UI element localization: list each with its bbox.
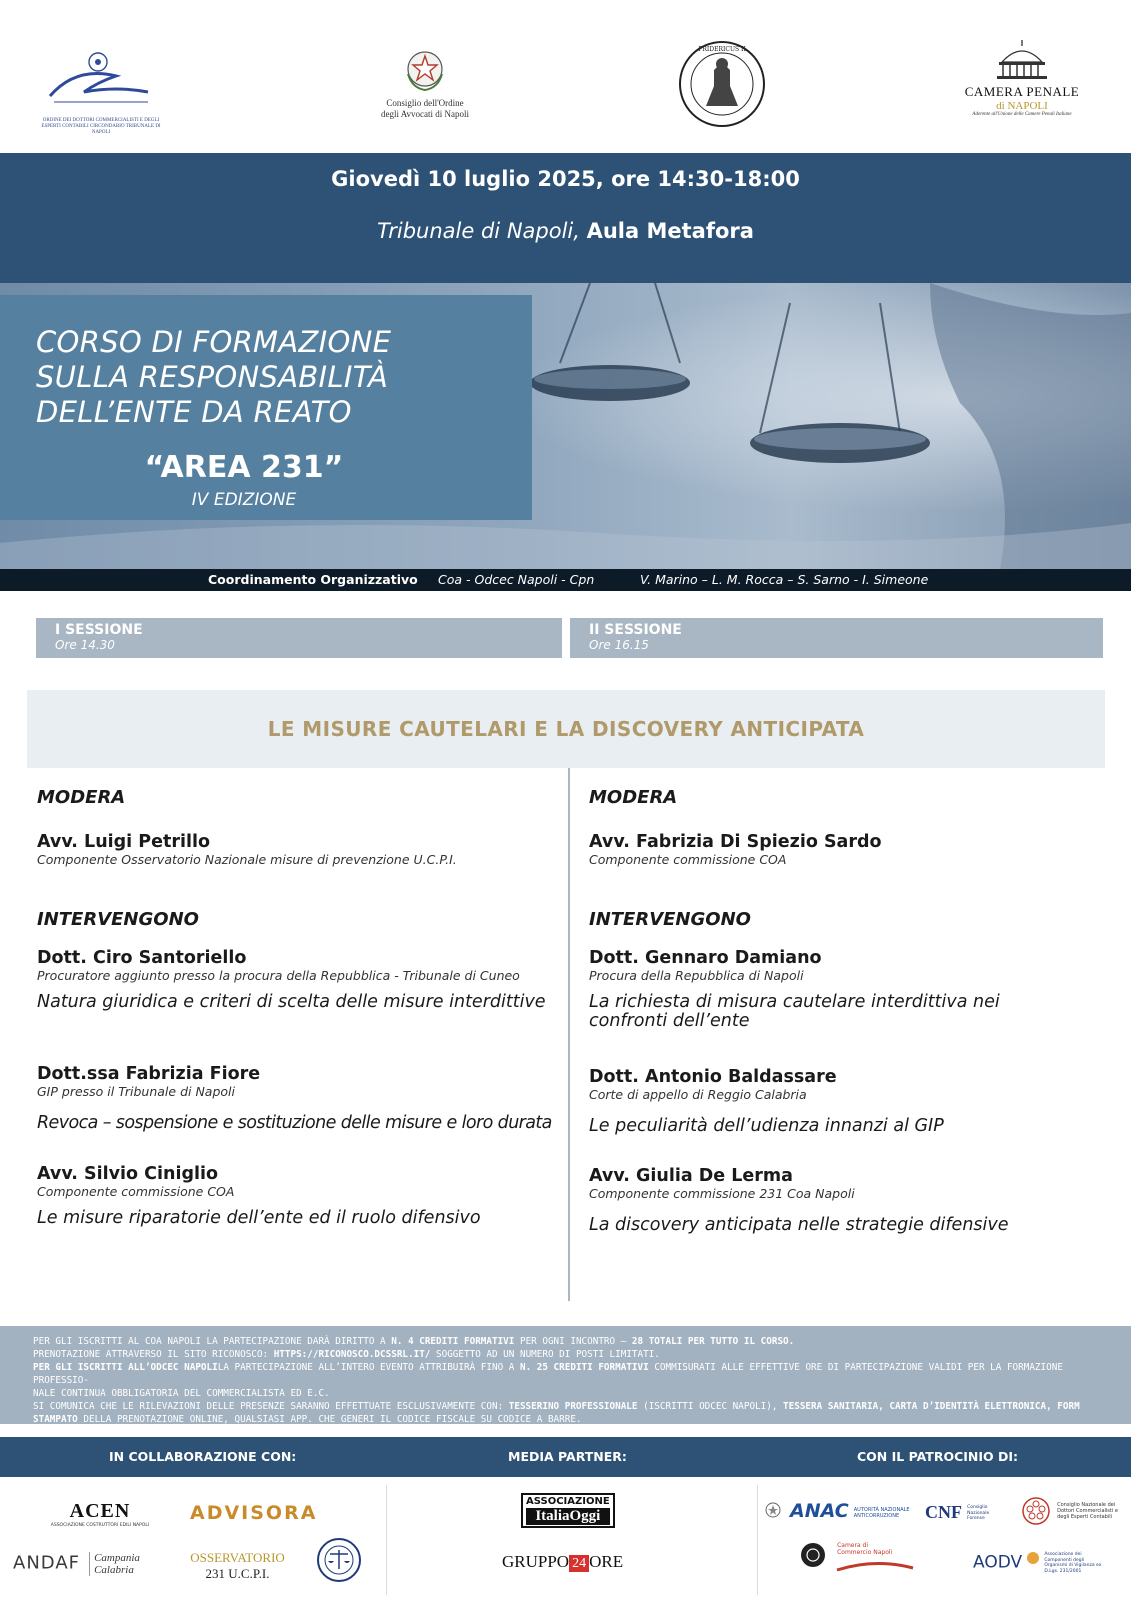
right-speaker-3-affiliation: Componente commissione 231 Coa Napoli	[589, 1186, 855, 1201]
building-dome-icon	[987, 38, 1057, 80]
right-speaker-3-name: Avv. Giulia De Lerma	[589, 1166, 793, 1186]
left-speaker-3-affiliation: Componente commissione COA	[37, 1184, 235, 1199]
left-speaker-3-topic: Le misure riparatorie dell’ente ed il ruolo difensivo	[37, 1208, 481, 1228]
camera-commercio-swoosh-icon	[835, 1560, 915, 1574]
camera-penale-city: di NAPOLI	[996, 100, 1048, 112]
seal-scales-icon	[316, 1537, 362, 1583]
left-speaker-3	[37, 1164, 557, 1228]
session-1-title: I SESSIONE	[55, 622, 143, 638]
left-speaker-1-affiliation: Procuratore aggiunto presso la procura della Repubblica - Tribunale di Cuneo	[37, 968, 520, 983]
collab-label: IN COLLABORAZIONE CON:	[109, 1449, 297, 1464]
italian-emblem-small	[765, 1500, 781, 1524]
coa-caption-1: Consiglio dell'Ordine	[386, 98, 464, 108]
session-2-title: II SESSIONE	[589, 622, 682, 638]
notes-line-2: PRENOTAZIONE ATTRAVERSO IL SITO RICONOSCO: HTTPS://RICONOSCO.DCSSRL.IT/ SOGGETTO AD UN NUMERO DI POSTI LIMITATI.	[33, 1349, 660, 1360]
right-speaker-2	[589, 1067, 1089, 1136]
coordination-bar	[0, 569, 1131, 591]
republic-star-icon	[765, 1500, 781, 1520]
course-title-line-1: CORSO DI FORMAZIONE	[36, 325, 392, 359]
left-moderator	[37, 832, 557, 867]
odcec-caption: ORDINE DEI DOTTORI COMMERCIALISTI E DEGLI ESPERTI CONTABILI CIRCONDARIO TRIBUNALE DI NAPOLI	[41, 118, 161, 135]
partners-separator-2	[757, 1485, 758, 1595]
left-moderator-name: Avv. Luigi Petrillo	[37, 832, 210, 852]
left-speaker-1-topic: Natura giuridica e criteri di scelta delle misure interdittive	[37, 992, 546, 1012]
camera-penale-sub: Aderente all'Unione delle Camere Penali Italiane	[972, 112, 1072, 117]
right-moderator-affiliation: Componente commissione COA	[589, 852, 787, 867]
acen-logo: ACEN ASSOCIAZIONE COSTRUTTORI EDILI NAPOLI	[50, 1500, 150, 1528]
event-date-time: Giovedì 10 luglio 2025, ore 14:30-18:00	[331, 167, 800, 191]
coordination-label: Coordinamento Organizzativo	[208, 572, 418, 587]
partners-band	[0, 1437, 1131, 1477]
venue-prefix: Tribunale di Napoli,	[377, 219, 580, 243]
anac-logo: ANAC AUTORITÀ NAZIONALE ANTICORRUZIONE	[790, 1500, 910, 1522]
column-divider	[568, 768, 570, 1301]
right-speaker-1-name: Dott. Gennaro Damiano	[589, 948, 822, 968]
left-moderator-affiliation: Componente Osservatorio Nazionale misure di prevenzione U.C.P.I.	[37, 852, 457, 867]
date-band	[0, 153, 1131, 283]
cndcec-flower-icon	[1020, 1495, 1052, 1527]
course-title-box	[0, 295, 532, 520]
notes-line-3: PER GLI ISCRITTI ALL’ODCEC NAPOLILA PARTECIPAZIONE ALL’INTERO EVENTO ATTRIBUIRÀ FINO A N. 25 CREDITI FORMATIVI COMMISURATI ALLE EFFETTIVE ORE DI PARTECIPAZIONE VALIDI PER LA FORMAZIONE PROFESSIO-	[33, 1362, 1063, 1386]
session-2-bar	[570, 618, 1103, 658]
camera-commercio-logo: Camera di Commercio Napoli	[800, 1542, 917, 1576]
course-title-line-3: DELL’ENTE DA REATO	[36, 395, 352, 429]
area-231-title: “AREA 231”	[144, 450, 344, 485]
session-2-time: Ore 16.15	[589, 638, 649, 652]
coa-napoli-logo	[360, 44, 490, 120]
notes-line-4: NALE CONTINUA OBBLIGATORIA DEL COMMERCIALISTA ED E.C.	[33, 1388, 330, 1399]
odcec-logo	[36, 48, 166, 136]
right-speaker-3	[589, 1166, 1089, 1235]
partners-separator-1	[386, 1485, 387, 1595]
ordine-seal-logo	[316, 1537, 362, 1587]
coordination-orgs: Coa - Odcec Napoli - Cpn	[438, 572, 595, 587]
edition-label: IV EDIZIONE	[191, 490, 297, 510]
course-title-line-2: SULLA RESPONSABILITÀ	[36, 360, 389, 394]
right-speaker-1-topic: La richiesta di misura cautelare interdittiva nei confronti dell’ente	[589, 992, 1000, 1031]
right-moderator-name: Avv. Fabrizia Di Spiezio Sardo	[589, 832, 882, 852]
right-speaker-3-topic: La discovery anticipata nelle strategie difensive	[589, 1215, 1009, 1235]
university-seal-icon	[678, 40, 766, 128]
left-speaker-3-name: Avv. Silvio Ciniglio	[37, 1164, 219, 1184]
venue-room: Aula Metafora	[586, 219, 754, 243]
header-logos	[0, 0, 1131, 153]
coa-caption-2: degli Avvocati di Napoli	[380, 109, 470, 119]
left-speaker-2-name: Dott.ssa Fabrizia Fiore	[37, 1064, 261, 1084]
right-speaker-2-affiliation: Corte di appello di Reggio Calabria	[589, 1087, 807, 1102]
right-speaker-2-topic: Le peculiarità dell’udienza innanzi al GIP	[589, 1116, 944, 1136]
left-speaker-2-affiliation: GIP presso il Tribunale di Napoli	[37, 1084, 235, 1099]
session-1-bar	[36, 618, 562, 658]
left-speaker-2-topic: Revoca – sospensione e sostituzione delle misure e loro durata	[37, 1113, 552, 1133]
aodv-logo: AODV Associazione dei Componenti degli Organismi di Vigilanza ex D.Lgs. 231/2001	[973, 1552, 1102, 1574]
cndcec-logo: Consiglio Nazionale dei Dottori Commercialisti e degli Esperti Contabili	[1020, 1495, 1119, 1527]
coordination-names: V. Marino – L. M. Rocca – S. Sarno - I. Simeone	[640, 572, 929, 587]
andaf-logo: ANDAF Campania Calabria	[13, 1552, 140, 1576]
media-label: MEDIA PARTNER:	[508, 1449, 627, 1464]
italian-republic-emblem-icon	[400, 44, 450, 94]
right-speaker-1-affiliation: Procura della Repubblica di Napoli	[589, 968, 804, 983]
camera-penale-logo	[962, 38, 1082, 117]
notes-line-1: PER GLI ISCRITTI AL COA NAPOLI LA PARTECIPAZIONE DARÀ DIRITTO A N. 4 CREDITI FORMATIVI PER OGNI INCONTRO – 28 TOTALI PER TUTTO IL CORSO.	[33, 1336, 795, 1347]
camera-penale-title: CAMERA PENALE	[964, 84, 1080, 99]
cnf-logo: CNF Consiglio Nazionale Forense	[925, 1502, 990, 1522]
right-speakers-label: INTERVENGONO	[589, 909, 751, 930]
credits-notes	[0, 1326, 1131, 1424]
left-speakers-label: INTERVENGONO	[37, 909, 199, 930]
patron-label: CON IL PATROCINIO DI:	[857, 1449, 1019, 1464]
left-speaker-1	[37, 948, 557, 1012]
right-speaker-1	[589, 948, 1059, 1031]
right-moderator-label: MODERA	[589, 787, 678, 808]
advisora-logo: ADVISORA	[190, 1502, 318, 1524]
course-title	[36, 325, 391, 430]
left-speaker-1-name: Dott. Ciro Santoriello	[37, 948, 247, 968]
osservatorio-logo: OSSERVATORIO 231 U.C.P.I.	[190, 1550, 285, 1581]
event-venue	[0, 219, 1131, 243]
session-1-time: Ore 14.30	[55, 638, 115, 652]
right-speaker-2-name: Dott. Antonio Baldassare	[589, 1067, 837, 1087]
odcec-emblem-icon	[36, 48, 166, 114]
topic-heading: LE MISURE CAUTELARI E LA DISCOVERY ANTICIPATA	[27, 690, 1105, 768]
hero-banner	[0, 283, 1131, 569]
right-moderator	[589, 832, 1089, 867]
notes-line-6: STAMPATO DELLA PRENOTAZIONE ONLINE, QUALSIASI APP. CHE GENERI IL CODICE FISCALE SU CODICE A BARRE.	[33, 1414, 582, 1425]
gruppo-24-ore-logo: GRUPPO 24 ORE	[502, 1552, 624, 1571]
camera-commercio-icon	[800, 1542, 826, 1568]
federico-ii-seal	[678, 40, 766, 132]
italiaoggi-logo: ASSOCIAZIONE ItaliaOggi	[521, 1493, 615, 1528]
left-speaker-2	[37, 1064, 557, 1133]
left-moderator-label: MODERA	[37, 787, 126, 808]
riconosco-link[interactable]: HTTPS://RICONOSCO.DCSSRL.IT/	[273, 1349, 431, 1360]
notes-line-5: SI COMUNICA CHE LE RILEVAZIONI DELLE PRESENZE SARANNO EFFETTUATE ESCLUSIVAMENTE CON: TESSERINO PROFESSIONALE (ISCRITTI ODCEC NAPOLI), TESSERA SANITARIA, CARTA D’IDENTITÀ ELETTRONICA, FORM	[33, 1401, 1080, 1412]
seal-text: FRIDERICUS II	[698, 46, 746, 53]
